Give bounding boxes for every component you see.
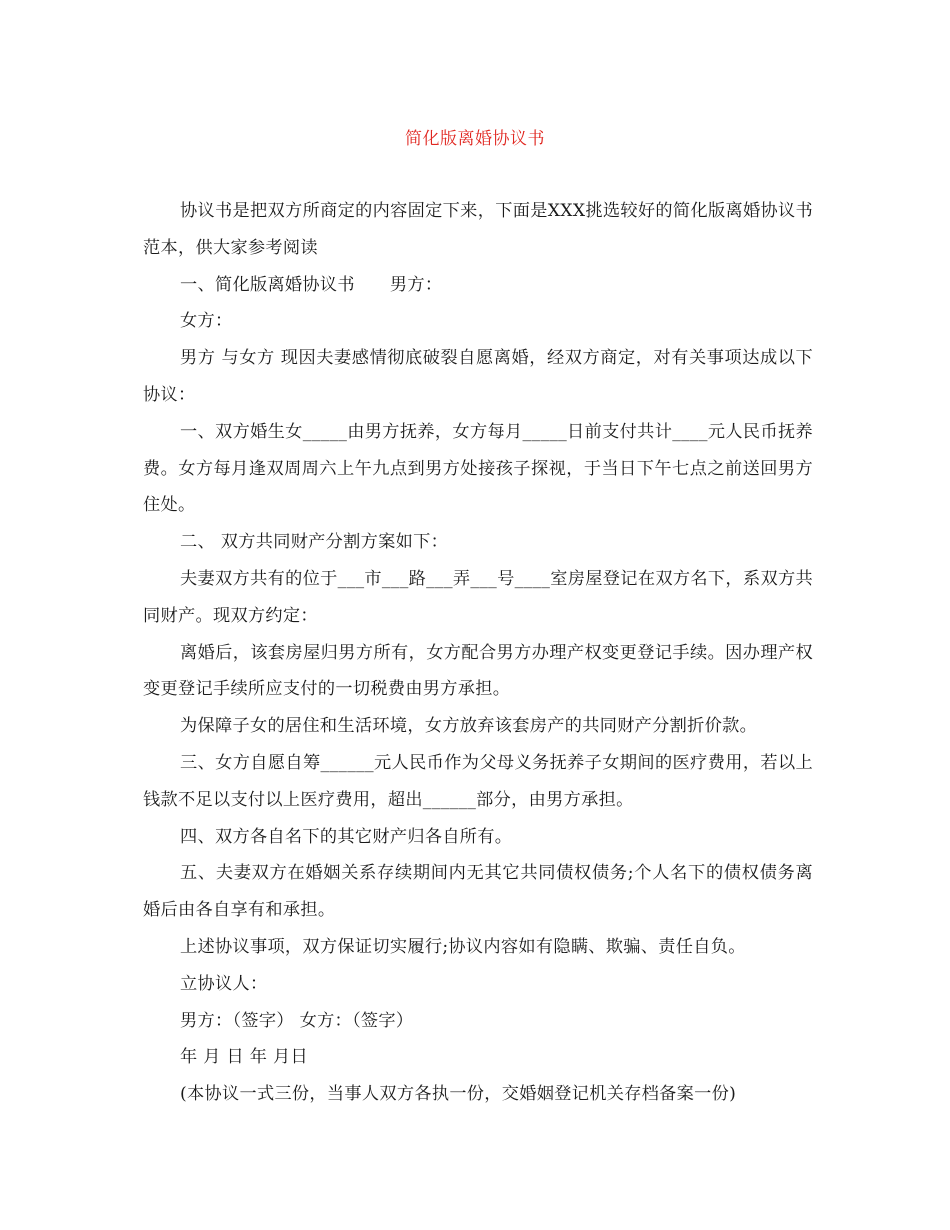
paragraph-intro: 协议书是把双方所商定的内容固定下来，下面是XXX挑选较好的简化版离婚协议书范本，供大家参考阅读 xyxy=(143,201,813,258)
paragraph-signatories: 立协议人： xyxy=(180,973,268,994)
document-title: 简化版离婚协议书 xyxy=(405,129,545,149)
paragraph-clause-3: 三、女方自愿自筹______元人民币作为父母义务抚养子女期间的医疗费用，若以上钱款不足以支付以上医疗费用，超出______部分，由男方承担。 xyxy=(143,752,813,810)
paragraph-property: 夫妻双方共有的位于___市___路___弄___号____室房屋登记在双方名下，系双方共同财产。现双方约定： xyxy=(143,568,813,626)
paragraph-clause-4: 四、双方各自名下的其它财产归各自所有。 xyxy=(180,826,513,847)
paragraph-signatures: 男方：（签字） 女方：（签字） xyxy=(180,1010,414,1031)
paragraph-preamble: 男方 与女方 现因夫妻感情彻底破裂自愿离婚，经双方商定，对有关事项达成以下协议： xyxy=(143,348,813,405)
paragraph-property-after: 离婚后，该套房屋归男方所有，女方配合男方办理产权变更登记手续。因办理产权变更登记手续所应支付的一切税费由男方承担。 xyxy=(143,642,813,700)
paragraph-property-waive: 为保障子女的居住和生活环境，女方放弃该套房产的共同财产分割折价款。 xyxy=(180,716,758,737)
paragraph-clause-2-heading: 二、 双方共同财产分割方案如下： xyxy=(180,532,449,553)
paragraph-heading-male: 一、简化版离婚协议书 男方： xyxy=(180,274,443,295)
paragraph-guarantee: 上述协议事项，双方保证切实履行;协议内容如有隐瞒、欺骗、责任自负。 xyxy=(180,936,746,957)
paragraph-copies-note: (本协议一式三份，当事人双方各执一份，交婚姻登记机关存档备案一份) xyxy=(180,1084,737,1105)
paragraph-clause-1: 一、双方婚生女_____由男方抚养，女方每月_____日前支付共计____元人民币抚养费。女方每月逢双周周六上午九点到男方处接孩子探视，于当日下午七点之前送回男方住处。 xyxy=(143,421,813,516)
paragraph-clause-5: 五、夫妻双方在婚姻关系存续期间内无其它共同债权债务;个人名下的债权债务离婚后由各自享有和承担。 xyxy=(143,863,813,921)
document-body xyxy=(143,193,813,1113)
paragraph-dates: 年 月 日 年 月日 xyxy=(180,1047,308,1068)
paragraph-female: 女方： xyxy=(180,311,233,332)
